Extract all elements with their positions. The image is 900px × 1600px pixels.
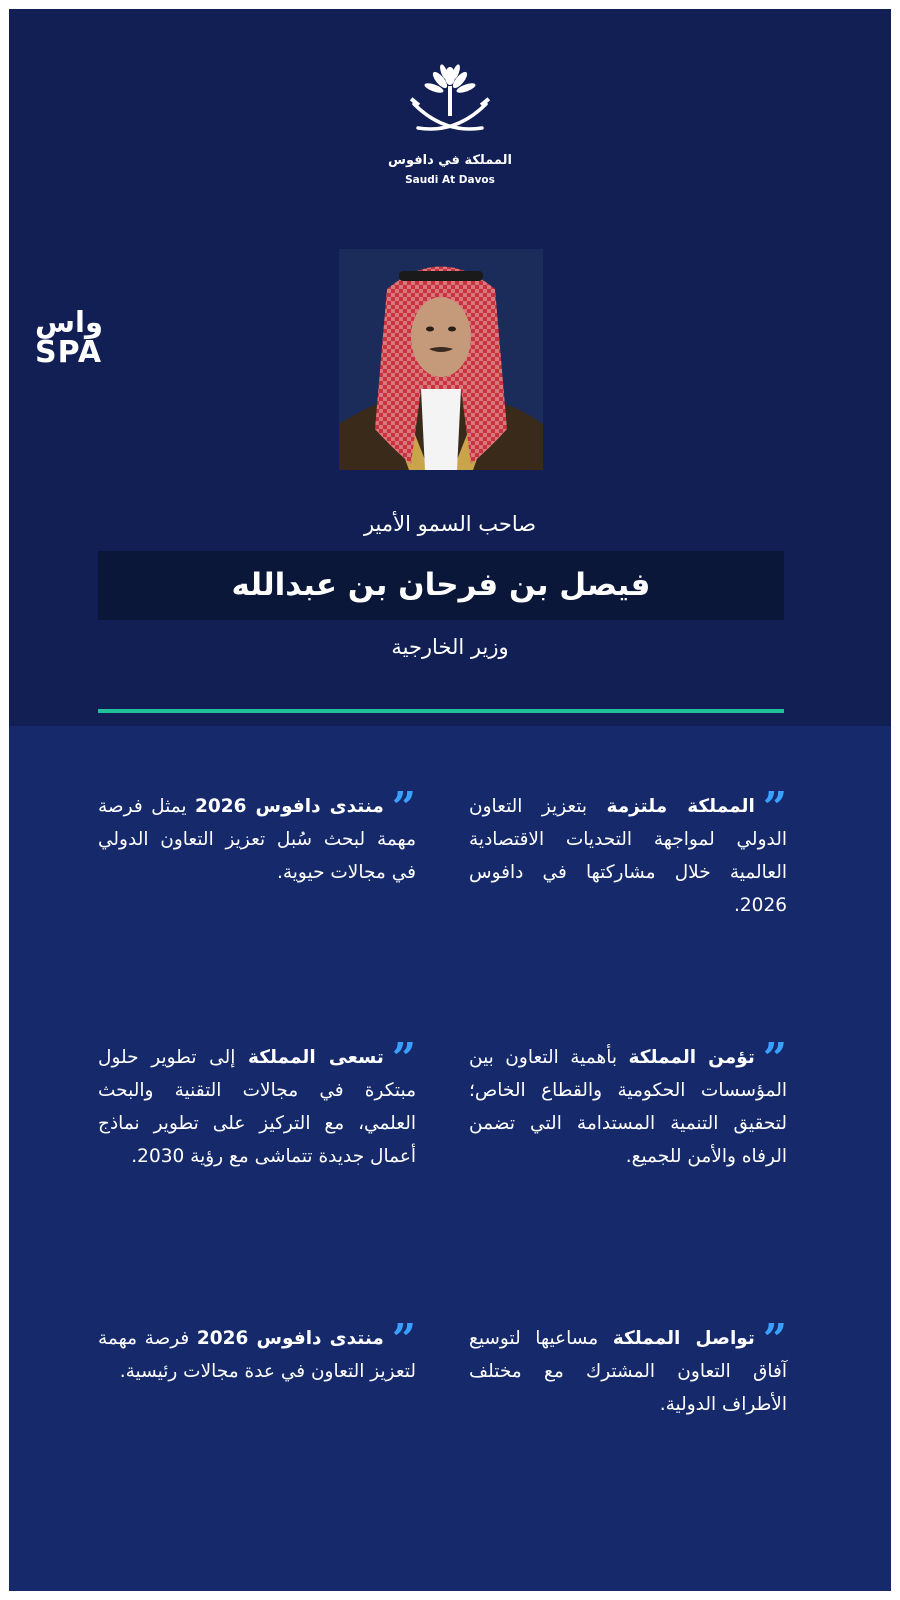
- accent-divider: [98, 709, 784, 713]
- quote-body: إلى تطوير حلول مبتكرة في مجالات التقنية والبحث العلمي، مع التركيز على تطوير نماذج أعمال جديدة تتماشى مع رؤية 2030.: [98, 1047, 416, 1167]
- quote-lead: تواصل المملكة: [612, 1328, 755, 1349]
- quote-mark-icon: ”: [391, 1034, 416, 1083]
- quote-mark-icon: ”: [762, 1315, 788, 1364]
- quote-lead: تسعى المملكة: [248, 1047, 384, 1068]
- quote-body: بتعزيز التعاون الدولي لمواجهة التحديات الاقتصادية العالمية خلال مشاركتها في دافوس 2026.: [469, 796, 787, 916]
- quote-mark-icon: ”: [762, 783, 788, 832]
- portrait-photo: [339, 249, 543, 470]
- quote-lead: تؤمن المملكة: [628, 1047, 755, 1068]
- header-panel: [9, 9, 891, 726]
- quote-block-6: [98, 1315, 417, 1388]
- quote-body: مساعيها لتوسيع آفاق التعاون المشترك مع مختلف الأطراف الدولية.: [469, 1328, 787, 1415]
- quote-body: يمثل فرصة مهمة لبحث سُبل تعزيز التعاون الدولي في مجالات حيوية.: [98, 796, 416, 883]
- quote-block-5: [469, 1315, 788, 1421]
- quote-body: بأهمية التعاون بين المؤسسات الحكومية والقطاع الخاص؛ لتحقيق التنمية المستدامة التي تضمن الرفاه والأمن للجميع.: [469, 1047, 787, 1167]
- quote-block-2: [98, 783, 416, 889]
- spa-logo: [35, 307, 129, 369]
- quote-lead: منتدى دافوس 2026: [196, 1328, 384, 1349]
- job-title: وزير الخارجية: [391, 635, 509, 659]
- quote-block-1: [469, 783, 788, 922]
- saudi-emblem-icon: [404, 64, 496, 144]
- quote-mark-icon: ”: [391, 783, 416, 832]
- honorific-title: صاحب السمو الأمير: [363, 512, 537, 536]
- quote-block-4: [98, 1034, 416, 1173]
- quote-block-3: [469, 1034, 787, 1173]
- infographic-card: [9, 9, 891, 1591]
- spa-logo-latin: SPA: [35, 335, 103, 370]
- quote-lead: المملكة ملتزمة: [606, 796, 755, 817]
- brand-title-arabic: المملكة في دافوس: [388, 153, 512, 168]
- brand-title-english: Saudi At Davos: [405, 174, 495, 186]
- quote-mark-icon: ”: [391, 1315, 417, 1364]
- quote-body: فرصة مهمة لتعزيز التعاون في عدة مجالات رئيسية.: [98, 1328, 416, 1382]
- spa-logo-arabic: واس: [35, 305, 103, 339]
- quote-lead: منتدى دافوس 2026: [195, 796, 384, 817]
- name-banner: [98, 551, 784, 620]
- person-name: فيصل بن فرحان بن عبدالله: [231, 567, 651, 603]
- quote-mark-icon: ”: [762, 1034, 787, 1083]
